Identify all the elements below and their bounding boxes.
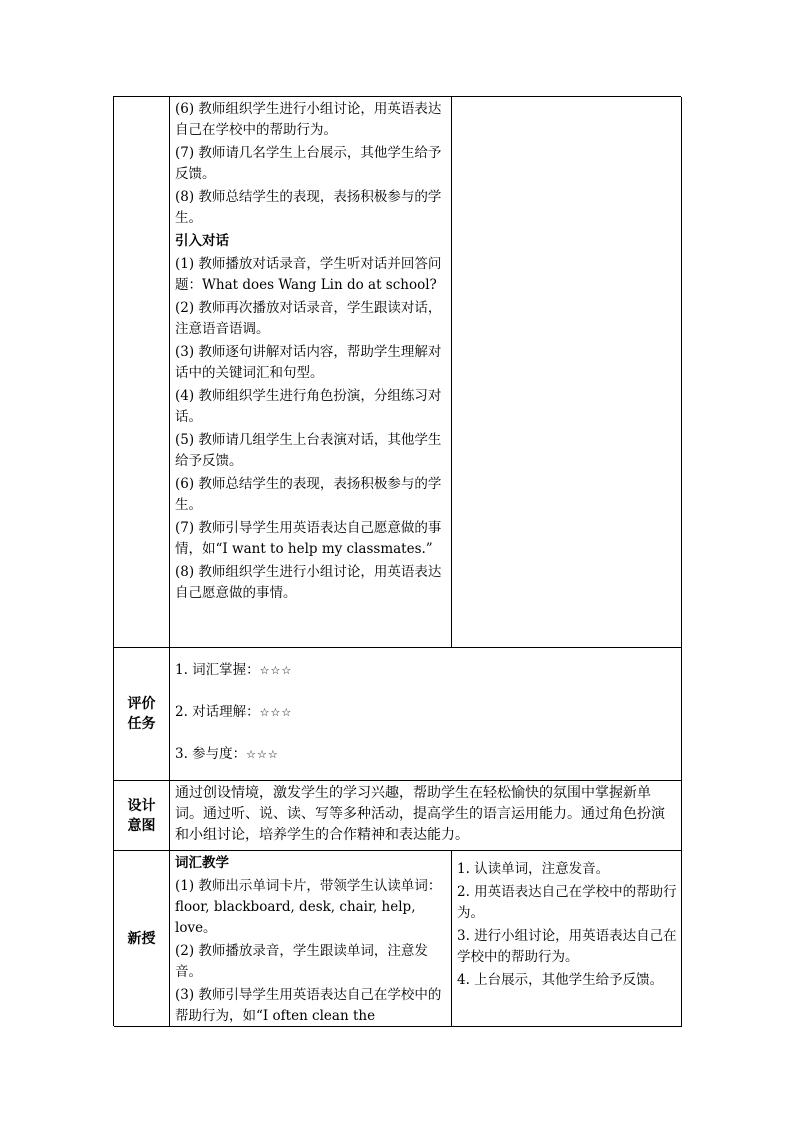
step-b4: (4) 教师组织学生进行角色扮演，分组练习对话。 (175, 388, 442, 425)
student-activity-3: 3. 进行小组讨论，用英语表达自己在学校中的帮助行为。 (457, 928, 677, 965)
new-lesson-activity-cell (452, 851, 682, 1027)
new-lesson-label-text: 新授 (127, 930, 156, 947)
student-activity-2: 2. 用英语表达自己在学校中的帮助行为。 (457, 884, 677, 921)
vocab-step-3: (3) 教师引导学生用英语表达自己在学校中的帮助行为，如“I often clean the (175, 987, 442, 1024)
evaluation-item-2-text: 2. 对话理解： (175, 704, 260, 720)
step-b5: (5) 教师请几组学生上台表演对话，其他学生给予反馈。 (175, 432, 442, 469)
step-a7: (7) 教师请几名学生上台展示，其他学生给予反馈。 (175, 145, 442, 182)
student-activity-1: 1. 认读单词，注意发音。 (457, 861, 610, 877)
evaluation-label (114, 648, 170, 781)
step-a6: (6) 教师组织学生进行小组讨论，用英语表达自己在学校中的帮助行为。 (175, 101, 442, 138)
row1-label-cell (114, 97, 170, 648)
vocab-step-1: (1) 教师出示单词卡片，带领学生认读单词：floor, blackboard, desk, chair, help, love。 (175, 878, 442, 936)
evaluation-label-text: 评价任务 (127, 696, 156, 732)
design-label (114, 781, 170, 851)
step-b6: (6) 教师总结学生的表现，表扬积极参与的学生。 (175, 476, 442, 513)
lesson-plan-table (113, 96, 681, 1026)
step-a8: (8) 教师总结学生的表现，表扬积极参与的学生。 (175, 189, 442, 226)
evaluation-item-3-text: 3. 参与度： (175, 746, 247, 762)
star-rating: ☆☆☆ (246, 748, 279, 761)
new-lesson-label (114, 851, 170, 1027)
star-rating: ☆☆☆ (259, 706, 293, 719)
evaluation-item-2 (175, 700, 676, 720)
evaluation-item-3 (175, 742, 676, 762)
step-b2: (2) 教师再次播放对话录音，学生跟读对话，注意语音语调。 (175, 300, 442, 337)
row1-activity-cell (452, 97, 682, 648)
evaluation-item-1-text: 1. 词汇掌握： (175, 662, 260, 678)
step-b8: (8) 教师组织学生进行小组讨论，用英语表达自己愿意做的事情。 (175, 564, 442, 601)
new-lesson-procedure-cell (170, 851, 452, 1027)
step-b7: (7) 教师引导学生用英语表达自己愿意做的事情，如“I want to help my classmates.” (175, 520, 442, 557)
design-text: 通过创设情境，激发学生的学习兴趣，帮助学生在轻松愉快的氛围中掌握新单词。通过听、说、读、写等多种活动，提高学生的语言运用能力。通过角色扮演和小组讨论，培养学生的合作精神和表达能力。 (175, 785, 665, 843)
student-activity-4: 4. 上台展示，其他学生给予反馈。 (457, 972, 664, 988)
design-label-text: 设计意图 (127, 797, 156, 834)
section-heading-vocabulary: 词汇教学 (175, 855, 229, 871)
evaluation-item-1 (175, 658, 676, 678)
star-rating: ☆☆☆ (259, 664, 293, 677)
step-b1: (1) 教师播放对话录音，学生听对话并回答问题：What does Wang Lin do at school? (175, 256, 442, 293)
evaluation-cell (170, 648, 682, 781)
section-heading-dialogue: 引入对话 (175, 233, 229, 249)
design-cell (170, 781, 682, 851)
step-b3: (3) 教师逐句讲解对话内容，帮助学生理解对话中的关键词汇和句型。 (175, 344, 442, 381)
row1-procedure-cell (170, 97, 452, 648)
vocab-step-2: (2) 教师播放录音，学生跟读单词，注意发音。 (175, 943, 428, 980)
